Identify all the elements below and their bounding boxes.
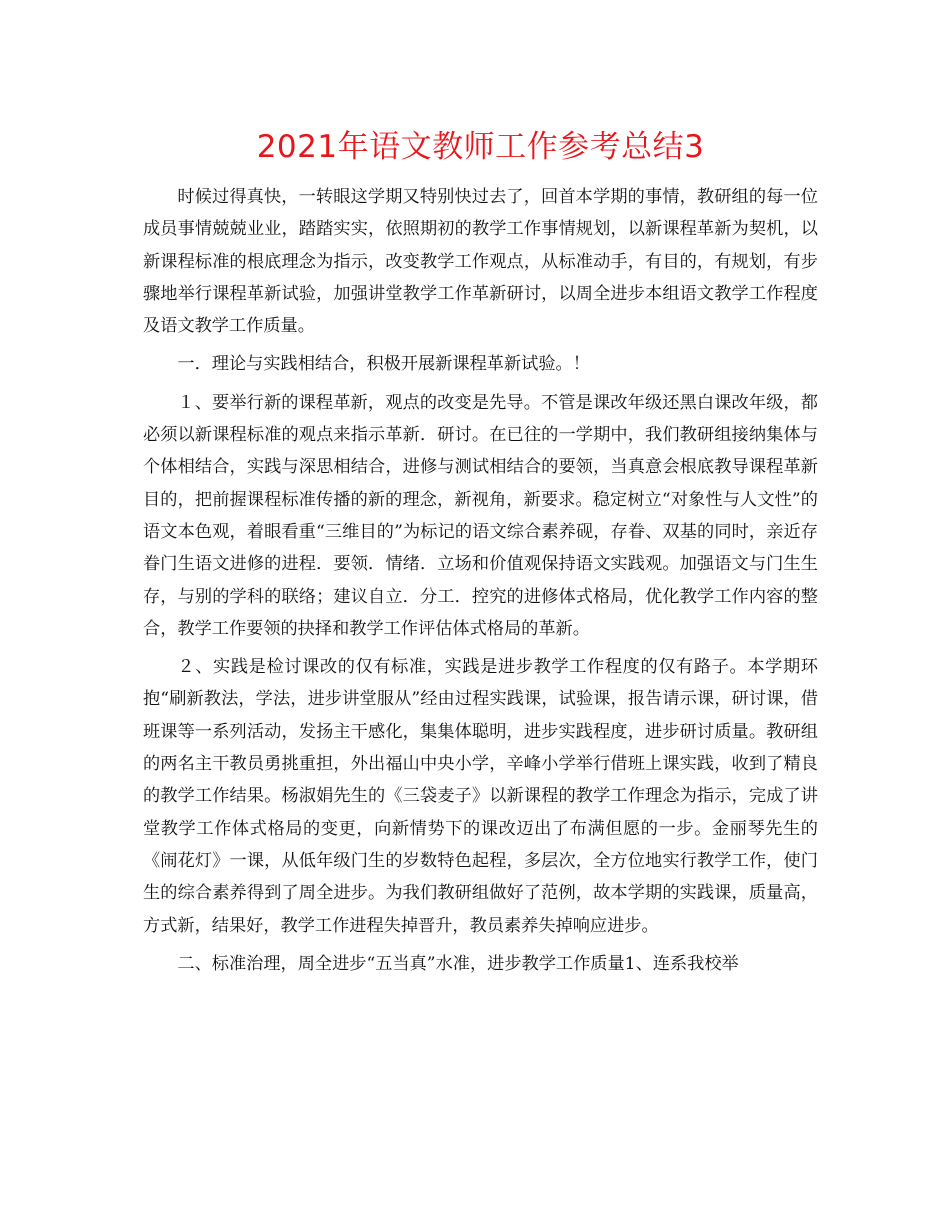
section-heading-2: 二、标准治理，周全进步“五当真”水准，进步教学工作质量1、连系我校举 bbox=[177, 953, 739, 974]
paragraph-intro: 时候过得真快，一转眼这学期又特别快过去了，回首本学期的事情，教研组的每一位成员事情兢兢业业，踏踏实实，依照期初的教学工作事情规划，以新课程革新为契机，以新课程标准的根底理念为指示，改变教学工作观点，从标准动手，有目的，有规划，有步骤地举行课程革新试验，加强讲堂教学工作革新研讨，以周全进步本组语文教学工作程度及语文教学工作质量。 bbox=[143, 187, 818, 337]
paragraph-point-1: １、要举行新的课程革新，观点的改变是先导。不管是课改年级还黑白课改年级，都必须以新课程标准的观点来指示革新．研讨。在已往的一学期中，我们教研组接纳集体与个体相结合，实践与深思相结合，进修与测试相结合的要领，当真意会根底教导课程革新目的，把前握课程标准传播的新的理念，新视角，新要求。稳定树立“对象性与人文性”的语文本色观，着眼看重“三维目的”为标记的语文综合素养砚，存眷、双基的同时，亲近存眷门生语文进修的进程．要领．情绪．立场和价值观保持语文实践观。加强语文与门生生存，与别的学科的联络；建议自立．分工．控究的进修体式格局，优化教学工作内容的整合，教学工作要领的抉择和教学工作评估体式格局的革新。 bbox=[143, 392, 818, 639]
paragraph-point-2: ２、实践是检讨课改的仅有标准，实践是进步教学工作程度的仅有路子。本学期环抱“刷新教法，学法，进步讲堂服从”经由过程实践课，试验课，报告请示课，研讨课，借班课等一系列活动，发扬主干感化，集集体聪明，进步实践程度，进步研讨质量。教研组的两名主干教员勇挑重担，外出福山中央小学，辛峰小学举行借班上课实践，收到了精良的教学工作结果。杨淑娟先生的《三袋麦子》以新课程的教学工作理念为指示，完成了讲堂教学工作体式格局的变更，向新情势下的课改迈出了布满但愿的一步。金丽琴先生的《闹花灯》一课，从低年级门生的岁数特色起程，多层次，全方位地实行教学工作，使门生的综合素养得到了周全进步。为我们教研组做好了范例，故本学期的实践课，质量高，方式新，结果好，教学工作进程失掉晋升，教员素养失掉响应进步。 bbox=[143, 657, 818, 936]
section-heading-1: 一．理论与实践相结合，积极开展新课程革新试验。！ bbox=[177, 354, 590, 375]
document-title: 2021年语文教师工作参考总结3 bbox=[256, 129, 705, 165]
